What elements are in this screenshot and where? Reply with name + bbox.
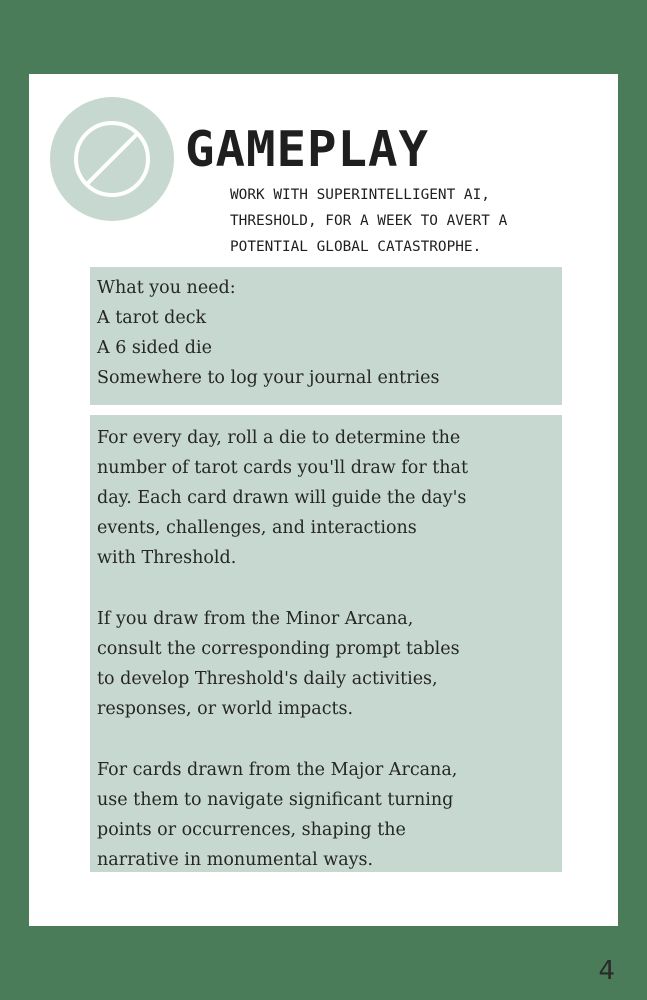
rules-paragraph-daily-roll [97,423,562,573]
rules-box [90,415,562,872]
prohibition-icon [50,97,174,221]
rules-line: with Threshold. [97,548,237,568]
rules-line: number of tarot cards you'll draw for that [97,458,469,478]
subtitle-line: THRESHOLD, FOR A WEEK TO AVERT A [230,213,508,229]
rules-line: responses, or world impacts. [97,699,354,719]
what-you-need-box [90,267,562,405]
rules-line: points or occurrences, shaping the [97,820,406,840]
rules-line: consult the corresponding prompt tables [97,639,460,659]
needs-item: A 6 sided die [97,338,212,358]
prohibition-badge [50,97,174,221]
rules-line: For cards drawn from the Major Arcana, [97,760,458,780]
rules-line: narrative in monumental ways. [97,850,374,870]
subtitle-line: POTENTIAL GLOBAL CATASTROPHE. [230,239,482,255]
rules-line: For every day, roll a die to determine the [97,428,461,448]
needs-heading: What you need: [97,278,236,298]
rules-line: If you draw from the Minor Arcana, [97,609,414,629]
needs-item: Somewhere to log your journal entries [97,368,440,388]
rules-line: use them to navigate significant turning [97,790,454,810]
page-sheet [29,74,618,926]
rules-paragraph-major-arcana [97,755,562,875]
subtitle-line: WORK WITH SUPERINTELLIGENT AI, [230,187,490,203]
needs-item: A tarot deck [97,308,207,328]
page-number: 4 [598,956,615,986]
rules-line: day. Each card drawn will guide the day's [97,488,467,508]
rules-line: to develop Threshold's daily activities, [97,669,438,689]
rules-line: events, challenges, and interactions [97,518,417,538]
subtitle [230,182,605,260]
page-title: GAMEPLAY [185,121,430,178]
rules-paragraph-minor-arcana [97,604,562,724]
